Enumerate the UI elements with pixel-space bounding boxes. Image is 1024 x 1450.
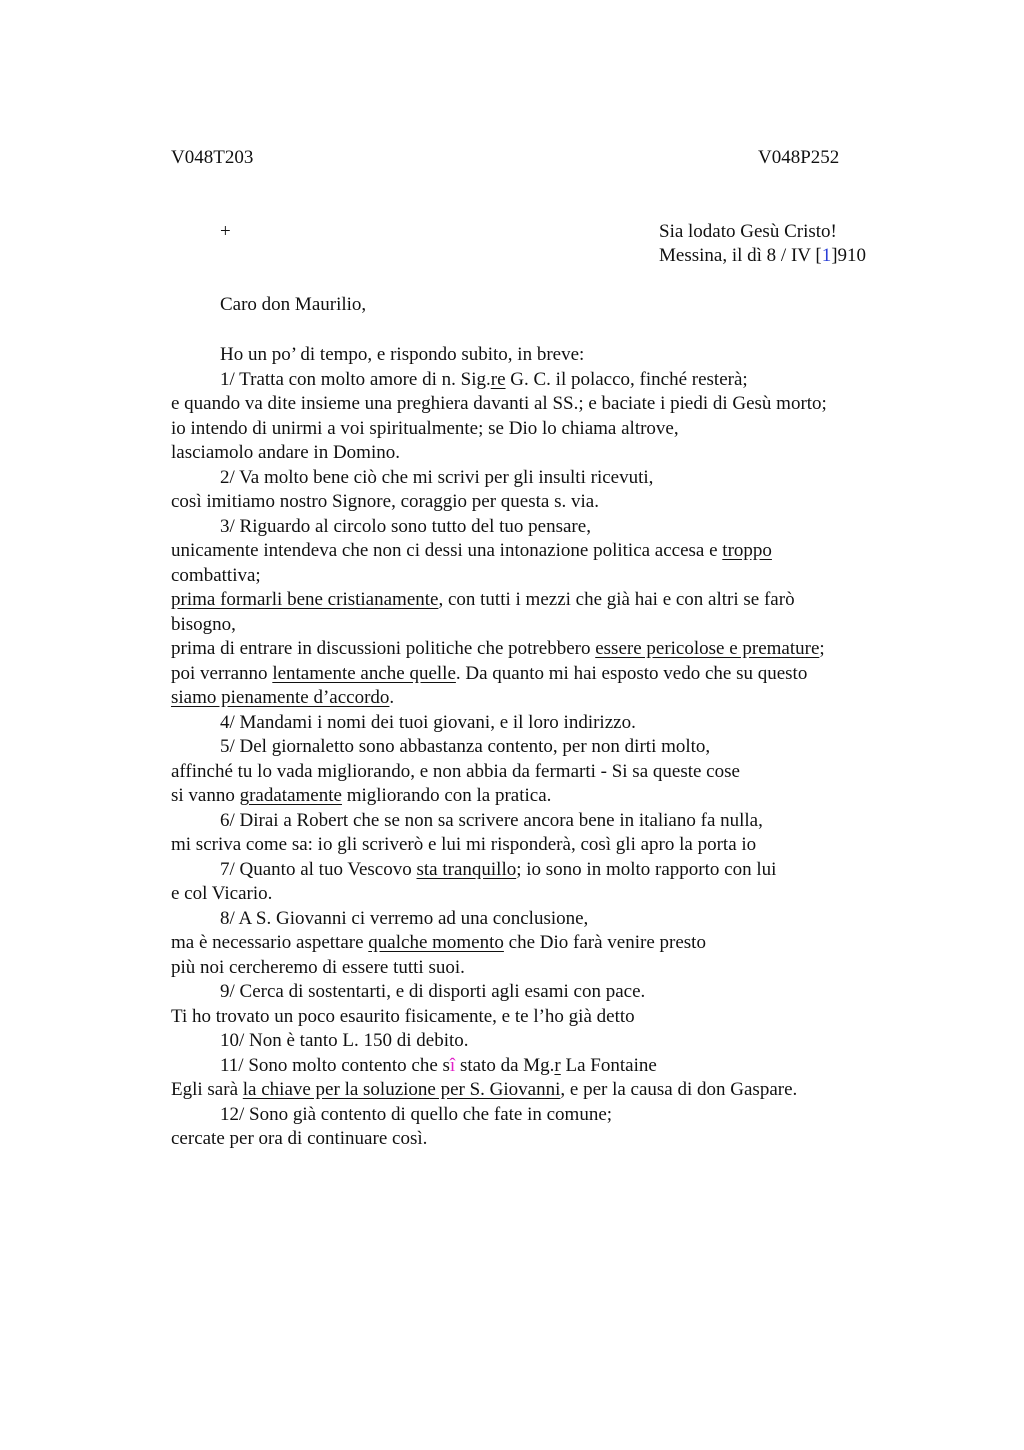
line-text: più noi cercheremo di essere tutti suoi. xyxy=(171,956,465,978)
line-text: unicamente intendeva che non ci dessi una intonazione politica accesa e xyxy=(171,540,723,561)
letter-line xyxy=(171,882,272,906)
line-text: 9/ Cerca di sostentarti, e di disporti agli esami con pace. xyxy=(220,981,646,1002)
line-text: ; io sono in molto rapporto con lui xyxy=(516,858,777,880)
underlined-text: troppo xyxy=(722,540,772,561)
underlined-text: r xyxy=(554,1054,561,1076)
line-text: 8/ A S. Giovanni ci verremo ad una conclusione, xyxy=(220,907,589,929)
letter-line xyxy=(171,1078,797,1102)
letter-line xyxy=(171,686,394,710)
date-suffix: ]910 xyxy=(831,245,867,266)
line-text: migliorando con la pratica. xyxy=(341,785,552,806)
line-text: così imitiamo nostro Signore, coraggio per questa s. via. xyxy=(171,491,599,512)
line-text: e col Vicario. xyxy=(171,883,273,904)
underlined-text: prima formarli bene cristianamente xyxy=(171,589,439,610)
letter-line xyxy=(220,735,710,759)
line-text: cercate per ora di continuare così. xyxy=(171,1128,428,1149)
underlined-text: essere pericolose e premature xyxy=(595,638,820,659)
letter-line xyxy=(220,343,584,367)
line-text: 12/ Sono già contento di quello che fate in comune; xyxy=(220,1103,613,1125)
letter-line xyxy=(171,760,740,784)
line-text: combattiva; xyxy=(171,564,261,586)
invocation: Sia lodato Gesù Cristo! xyxy=(659,221,837,242)
line-text: prima di entrare in discussioni politiche che potrebbero xyxy=(171,638,596,659)
letter-line xyxy=(220,466,653,490)
line-text: La Fontaine xyxy=(560,1054,657,1076)
letter-line xyxy=(171,1005,635,1029)
date-prefix: Messina, il dì 8 / IV [ xyxy=(659,245,822,266)
letter-line xyxy=(171,490,599,514)
underlined-text: lentamente anche quelle xyxy=(272,662,456,684)
cross-symbol: + xyxy=(220,221,231,242)
line-text: io intendo di unirmi a voi spiritualmente; se Dio lo chiama altrove, xyxy=(171,417,679,439)
line-text: 10/ Non è tanto L. 150 di debito. xyxy=(220,1030,469,1051)
line-text: G. C. il polacco, finché resterà; xyxy=(505,368,748,390)
letter-line xyxy=(171,1127,427,1151)
line-text: bisogno, xyxy=(171,613,236,635)
line-text: Ho un po’ di tempo, e rispondo subito, in breve: xyxy=(220,344,585,365)
letter-line xyxy=(171,392,827,416)
line-text: lasciamolo andare in Domino. xyxy=(171,442,400,463)
line-text: . xyxy=(389,687,395,708)
letter-line xyxy=(171,613,236,637)
line-text: ; xyxy=(819,638,825,659)
line-text: , con tutti i mezzi che già hai e con altri se farò xyxy=(438,589,795,610)
letter-line xyxy=(171,441,400,465)
line-text: e quando va dite insieme una preghiera davanti al SS.; e baciate i piedi di Gesù morto; xyxy=(171,393,827,414)
letter-line xyxy=(171,956,465,980)
editorial-mark: î xyxy=(449,1054,456,1076)
line-text: che Dio farà venire presto xyxy=(503,932,706,953)
line-text: poi verranno xyxy=(171,662,273,684)
line-text: mi scriva come sa: io gli scriverò e lui mi risponderà, così gli apro la porta io xyxy=(171,834,757,855)
letter-line xyxy=(171,539,772,563)
line-text: , e per la causa di don Gaspare. xyxy=(560,1079,798,1100)
letter-line xyxy=(171,784,551,808)
letter-line xyxy=(171,588,795,612)
letter-line xyxy=(220,711,636,735)
letter-line xyxy=(220,1103,612,1127)
letter-line xyxy=(171,564,261,588)
underlined-text: re xyxy=(490,368,506,390)
letter-line xyxy=(171,833,756,857)
letter-line xyxy=(171,931,706,955)
letter-line xyxy=(220,907,588,931)
line-text: 7/ Quanto al tuo Vescovo xyxy=(220,858,417,880)
underlined-text: gradatamente xyxy=(239,785,342,806)
underlined-text: qualche momento xyxy=(368,932,504,953)
letter-line xyxy=(220,858,776,882)
salutation: Caro don Maurilio, xyxy=(220,294,367,315)
line-text: si vanno xyxy=(171,785,240,806)
line-text: affinché tu lo vada migliorando, e non abbia da fermarti - Si sa queste cose xyxy=(171,760,740,782)
letter-line xyxy=(220,980,645,1004)
letter-line xyxy=(220,1054,657,1078)
line-text: 6/ Dirai a Robert che se non sa scrivere ancora bene in italiano fa nulla, xyxy=(220,809,763,831)
line-text: . Da quanto mi hai esposto vedo che su questo xyxy=(455,662,808,684)
line-text: Egli sarà xyxy=(171,1079,243,1100)
letter-line xyxy=(171,662,807,686)
line-text: 5/ Del giornaletto sono abbastanza contento, per non dirti molto, xyxy=(220,736,711,757)
line-text: 11/ Sono molto contento che s xyxy=(220,1054,450,1076)
letter-line xyxy=(171,637,825,661)
line-text: 1/ Tratta con molto amore di n. Sig. xyxy=(220,368,491,390)
line-text: 3/ Riguardo al circolo sono tutto del tuo pensare, xyxy=(220,515,591,537)
underlined-text: sta tranquillo xyxy=(416,858,517,880)
line-text: ma è necessario aspettare xyxy=(171,932,369,953)
line-text: 2/ Va molto bene ciò che mi scrivi per gli insulti ricevuti, xyxy=(220,466,654,488)
letter-line xyxy=(220,809,763,833)
line-text: stato da Mg. xyxy=(455,1054,555,1076)
letter-line xyxy=(220,515,591,539)
underlined-text: siamo pienamente d’accordo xyxy=(171,687,390,708)
line-text: 4/ Mandami i nomi dei tuoi giovani, e il loro indirizzo. xyxy=(220,711,636,733)
document-code-right: V048P252 xyxy=(758,147,840,168)
date-editorial-digit: 1 xyxy=(821,245,832,266)
letter-date xyxy=(659,245,866,267)
underlined-text: la chiave per la soluzione per S. Giovanni xyxy=(242,1079,561,1100)
document-code-left: V048T203 xyxy=(171,147,254,168)
letter-line xyxy=(171,417,679,441)
letter-line xyxy=(220,368,748,392)
letter-line xyxy=(220,1029,469,1053)
line-text: Ti ho trovato un poco esaurito fisicamente, e te l’ho già detto xyxy=(171,1005,635,1027)
